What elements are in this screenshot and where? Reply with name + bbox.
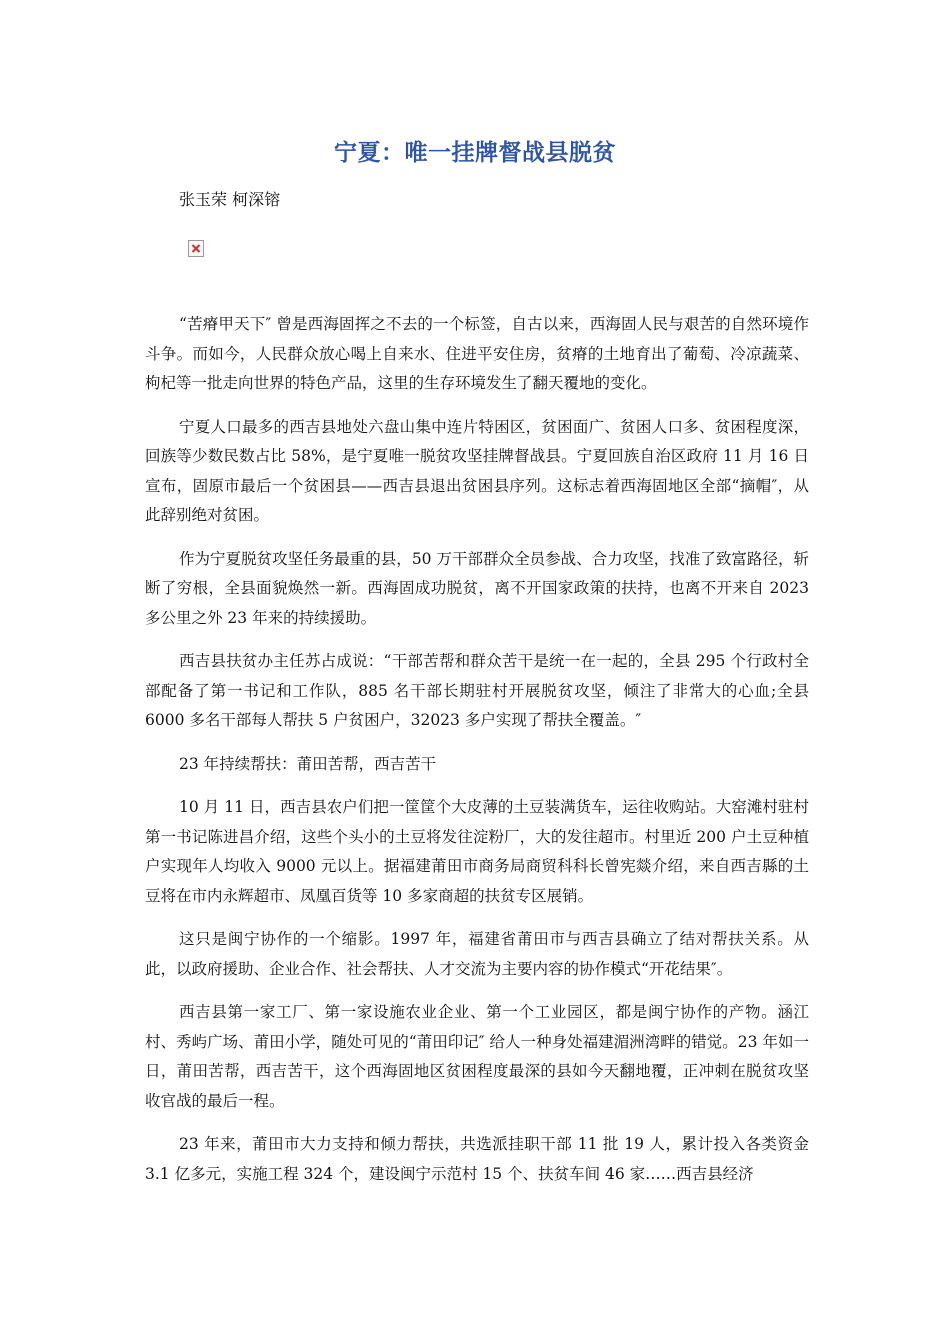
article-body — [145, 310, 809, 1203]
paragraph-7: 西吉县第一家工厂、第一家设施农业企业、第一个工业园区，都是闽宁协作的产物。涵江村、秀屿广场、莆田小学，随处可见的“莆田印记″ 给人一种身处福建湄洲湾畔的错觉。23 年如一日，莆田苦帮，西吉苦干，这个西海固地区贫困程度最深的县如今天翻地覆，正冲刺在脱贫攻坚收官战的最后一程。 — [145, 1003, 809, 1110]
paragraph-2: 宁夏人口最多的西吉县地处六盘山集中连片特困区，贫困面广、贫困人口多、贫困程度深，回族等少数民数占比 58%，是宁夏唯一脱贫攻坚挂牌督战县。宁夏回族自治区政府 11 月 16 日宣布，固原市最后一个贫困县——西吉县退出贫困县序列。这标志着西海固地区全部“摘帽″，从此辞别绝对贫困。 — [145, 417, 809, 524]
paragraph-1: “苦瘠甲天下″ 曾是西海固挥之不去的一个标签，自古以来，西海固人民与艰苦的自然环境作斗争。而如今，人民群众放心喝上自来水、住进平安住房，贫瘠的土地育出了葡萄、冷凉蔬菜、枸杞等一批走向世界的特色产品，这里的生存环境发生了翻天覆地的变化。 — [145, 315, 809, 392]
section-subheading: 23 年持续帮扶：莆田苦帮，西吉苦干 — [179, 754, 437, 773]
paragraph-4: 西吉县扶贫办主任苏占成说：“干部苦帮和群众苦干是统一在一起的，全县 295 个行政村全部配备了第一书记和工作队，885 名干部长期驻村开展脱贫攻坚，倾注了非常大的心血;全县 6000 多名干部每人帮扶 5 户贫困户，32023 多户实现了帮扶全覆盖。″ — [145, 652, 809, 729]
broken-image-icon — [188, 240, 204, 257]
paragraph-5: 10 月 11 日，西吉县农户们把一筐筐个大皮薄的土豆装满货车，运往收购站。大窑滩村驻村第一书记陈进昌介绍，这些个头小的土豆将发往淀粉厂，大的发往超市。村里近 200 户土豆种植户实现年人均收入 9000 元以上。据福建莆田市商务局商贸科科长曾宪燚介绍，来自西吉縣的土豆将在市内永辉超市、凤凰百货等 10 多家商超的扶贫专区展销。 — [145, 798, 809, 905]
article-title: 宁夏：唯一挂牌督战县脱贫 — [334, 140, 616, 166]
paragraph-3: 作为宁夏脱贫攻坚任务最重的县，50 万干部群众全员参战、合力攻坚，找准了致富路径，斩断了穷根，全县面貌焕然一新。西海固成功脱贫，离不开国家政策的扶持，也离不开来自 2023 多公里之外 23 年来的持续援助。 — [145, 549, 809, 627]
paragraph-6: 这只是闽宁协作的一个缩影。1997 年，福建省莆田市与西吉县确立了结对帮扶关系。从此，以政府援助、企业合作、社会帮扶、人才交流为主要内容的协作模式“开花结果″。 — [145, 930, 809, 978]
article-authors: 张玉荣 柯深镕 — [179, 190, 281, 209]
paragraph-8: 23 年来，莆田市大力支持和倾力帮扶，共选派挂职干部 11 批 19 人，累计投入各类资金 3.1 亿多元，实施工程 324 个，建设闽宁示范村 15 个、扶贫车间 46 家……西吉县经济 — [145, 1135, 809, 1183]
